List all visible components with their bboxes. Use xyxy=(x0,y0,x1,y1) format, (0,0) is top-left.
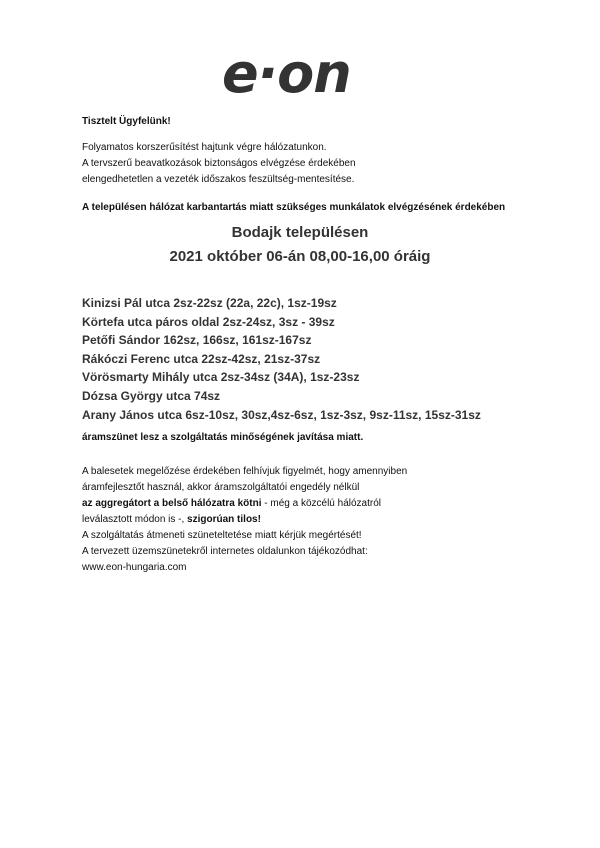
notice-line: A szolgáltatás átmeneti szüneteltetése miatt kérjük megértését! xyxy=(82,530,362,541)
street-item: Vörösmarty Mihály utca 2sz-34sz (34A), 1sz-23sz xyxy=(82,370,360,385)
street-item: Dózsa György utca 74sz xyxy=(82,388,221,403)
street-item: Petőfi Sándor 162sz, 166sz, 161sz-167sz xyxy=(82,333,312,348)
street-item: Arany János utca 6sz-10sz, 30sz,4sz-6sz, 1sz-3sz, 9sz-11sz, 15sz-31sz xyxy=(82,407,481,422)
notice-text: leválasztott módon is -, xyxy=(82,514,188,525)
intro-line: A tervszerű beavatkozások biztonságos elvégzése érdekében xyxy=(82,158,356,169)
outage-statement: áramszünet lesz a szolgáltatás minőségének javítása miatt. xyxy=(82,432,364,443)
notice-line xyxy=(82,496,407,512)
eon-logo xyxy=(222,42,382,105)
website-link: www.eon-hungaria.com xyxy=(82,562,187,573)
street-list xyxy=(82,294,481,424)
street-item: Rákóczi Ferenc utca 22sz-42sz, 21sz-37sz xyxy=(82,351,321,366)
street-item: Kinizsi Pál utca 2sz-22sz (22a, 22c), 1sz-19sz xyxy=(82,296,337,310)
notice-text: - még a közcélú hálózatról xyxy=(261,498,381,509)
intro-line: Folyamatos korszerűsítést hajtunk végre hálózatunkon. xyxy=(82,142,327,153)
intro-paragraph xyxy=(82,140,356,188)
notice-line: A balesetek megelőzése érdekében felhívjuk figyelmét, hogy amennyiben xyxy=(82,466,408,477)
location-title: Bodajk településen xyxy=(231,224,369,241)
safety-notice xyxy=(82,464,407,576)
outage-datetime: 2021 október 06-án 08,00-16,00 óráig xyxy=(169,248,431,265)
notice-line: áramfejlesztőt használ, akkor áramszolgáltatói engedély nélkül xyxy=(82,482,360,493)
notice-emphasis: szigorúan tilos! xyxy=(187,514,261,525)
notice-line xyxy=(82,512,407,528)
notice-emphasis: az aggregátort a belső hálózatra kötni xyxy=(82,498,262,509)
reason-heading: A településen hálózat karbantartás miatt szükséges munkálatok elvégzésének érdekében xyxy=(82,202,506,213)
intro-line: elengedhetetlen a vezeték időszakos feszültség-mentesítése. xyxy=(82,174,355,185)
eon-logo-text: e·on xyxy=(222,42,351,105)
notice-line: A tervezett üzemszünetekről internetes oldalunkon tájékozódhat: xyxy=(82,546,368,557)
street-item: Körtefa utca páros oldal 2sz-24sz, 3sz - 39sz xyxy=(82,314,335,329)
salutation: Tisztelt Ügyfelünk! xyxy=(82,116,171,127)
